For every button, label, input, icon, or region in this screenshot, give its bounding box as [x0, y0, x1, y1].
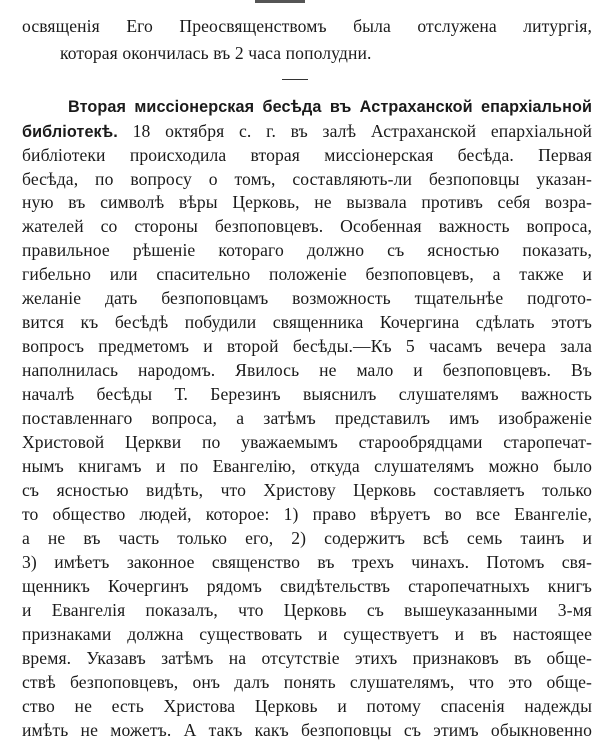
section-separator — [282, 79, 308, 80]
article-heading — [68, 94, 592, 118]
text-line: желаніе дать безпоповцамъ возможность тщательнѣе подгото- — [22, 288, 592, 308]
text-line: время. Указавъ затѣмъ на отсутствіе этихъ признаковъ въ обще- — [22, 648, 592, 668]
article-heading-title-end: библіотекѣ. — [22, 123, 118, 141]
text-line: нымъ книгамъ и по Евангелію, откуда слушателямъ можно было — [22, 456, 592, 476]
text-line: ствѣ безпоповцевъ, онъ далъ понять слушателямъ, что это обще- — [22, 672, 592, 692]
text-line — [22, 119, 592, 143]
text-line: ство не есть Христова Церковь и потому спасенія надежды — [22, 696, 592, 716]
text-line: поставленнаго вопроса, а затѣмъ представилъ имъ изображеніе — [22, 408, 592, 428]
page-number-strip — [255, 0, 305, 3]
text-line: съ ясностью видѣть, что Христову Церковь составляетъ только — [22, 480, 592, 500]
text-line: гибельно или спасительно положеніе безпоповцевъ, а также и — [22, 264, 592, 284]
text-fragment: 18 октября с. г. въ залѣ Астраханской епархіальной — [132, 121, 593, 141]
text-line: ную въ символѣ вѣры Церковь, не вызвала противъ себя возра- — [22, 192, 592, 212]
text-line: 3) имѣетъ законное священство въ трехъ чинахъ. Потомъ свя- — [22, 552, 592, 572]
text-line: вопросъ предметомъ и второй бесѣды.—Къ 5 часамъ вечера зала — [22, 336, 592, 356]
text-line: и Евангелія показалъ, что Церковь съ вышеуказанными 3-мя — [22, 600, 592, 620]
text-line: то общество людей, которое: 1) право вѣруетъ во все Евангеліе, — [22, 504, 592, 524]
text-line: жателей со стороны безпоповцевъ. Особенная важность вопроса, — [22, 216, 592, 236]
article-heading-title: Вторая миссіонерская бесѣда въ Астраханской епархіальной — [68, 98, 592, 116]
text-line: признаками должна существовать и существуетъ и въ настоящее — [22, 624, 592, 644]
text-line: наполнилась народомъ. Явилось не мало и безпоповцевъ. Въ — [22, 360, 592, 380]
text-line: а не въ часть только его, 2) содержитъ всѣ семь таинъ и — [22, 528, 592, 548]
text-line: щенникъ Кочергинъ рядомъ свидѣтельствъ старопечатныхъ книгъ — [22, 576, 592, 596]
text-line: началѣ бесѣды Т. Березинъ выяснилъ слушателямъ важность — [22, 384, 592, 404]
text-line: имѣть не можетъ. А такъ какъ безпоповцы съ этимъ обыкновенно — [22, 720, 592, 740]
text-line: бесѣда, по вопросу о томъ, составляють-ли безпоповцы указан- — [22, 169, 592, 189]
text-line: Христовой Церкви по уважаемымъ старообрядцами старопечат- — [22, 432, 592, 452]
text-line: библіотеки происходила вторая миссіонерская бесѣда. Первая — [22, 145, 592, 165]
text-line: которая окончилась въ 2 часа пополудни. — [60, 43, 372, 63]
text-line: освященія Его Преосвященствомъ была отслужена литургія, — [22, 16, 592, 36]
text-line: правильное рѣшеніе котораго должно съ ясностью показать, — [22, 240, 592, 260]
text-line: вится къ бесѣдѣ побудили священника Кочергина сдѣлать этотъ — [22, 312, 592, 332]
